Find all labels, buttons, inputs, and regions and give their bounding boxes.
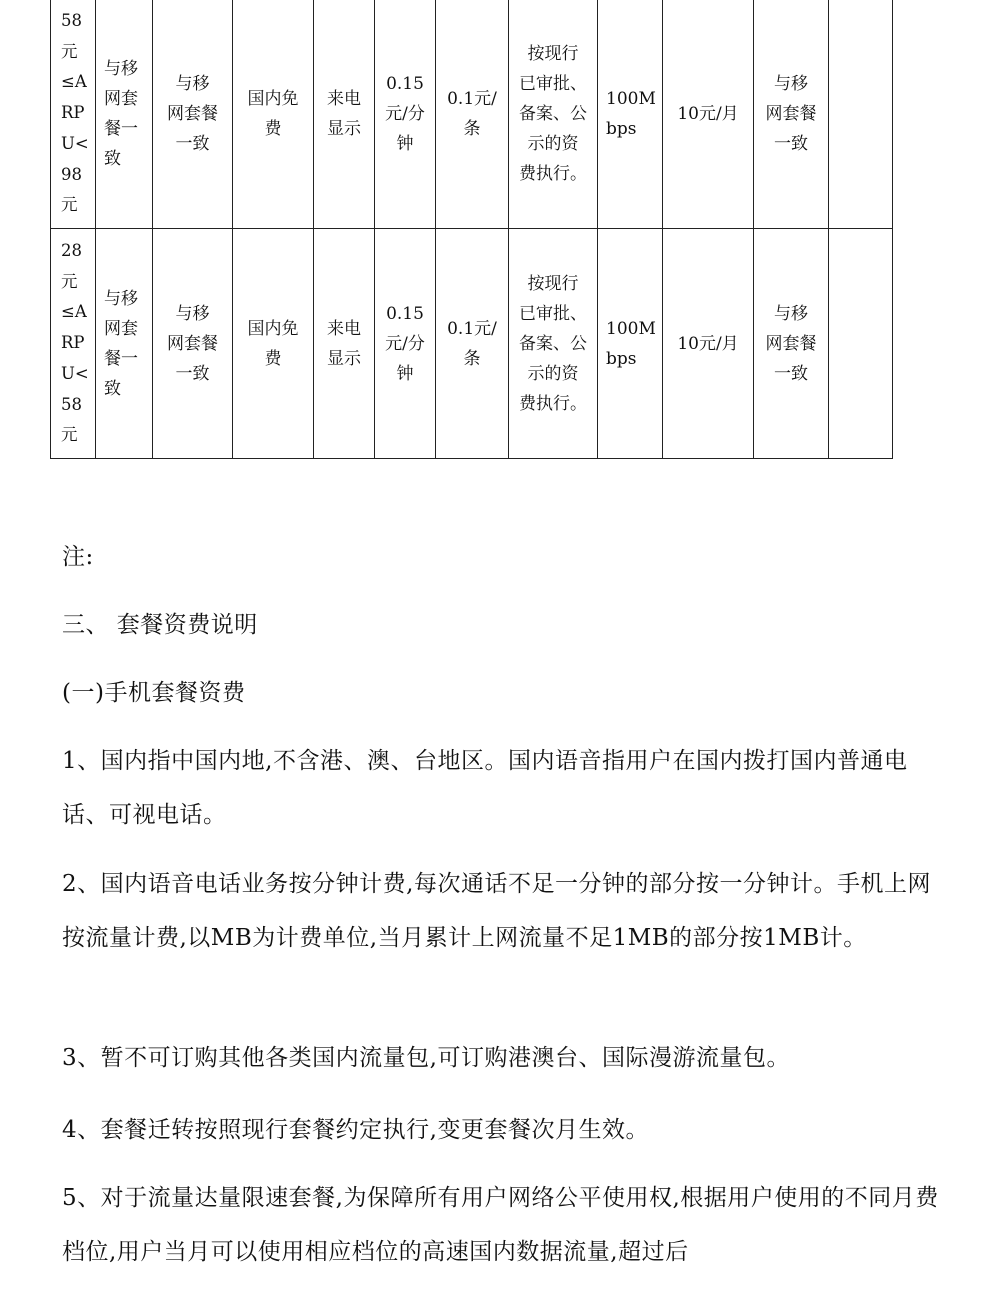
table-cell-arpu-range: 58 元 ≤A RP U< 98 元 bbox=[51, 0, 96, 229]
paragraph-2: 2、国内语音电话业务按分钟计费,每次通话不足一分钟的部分按一分钟计。手机上网按流量计费,以MB为计费单位,当月累计上网流量不足1MB的部分按1MB计。 bbox=[62, 871, 931, 951]
note-label: 注: bbox=[62, 544, 94, 570]
table-cell: 0.15 元/分 钟 bbox=[375, 229, 436, 459]
paragraph-5: 5、对于流量达量限速套餐,为保障所有用户网络公平使用权,根据用户使用的不同月费档位,用户当月可以使用相应档位的高速国内数据流量,超过后 bbox=[62, 1185, 939, 1265]
table-cell: 10元/月 bbox=[663, 0, 754, 229]
paragraph-3: 3、暂不可订购其他各类国内流量包,可订购港澳台、国际漫游流量包。 bbox=[62, 1045, 790, 1071]
subsection-heading: (一)手机套餐资费 bbox=[62, 680, 246, 706]
paragraph-1: 1、国内指中国内地,不含港、澳、台地区。国内语音指用户在国内拨打国内普通电话、可视电话。 bbox=[62, 748, 908, 828]
table-cell: 与移 网套餐 一致 bbox=[153, 0, 233, 229]
table-cell: 来电 显示 bbox=[314, 229, 375, 459]
table-cell: 与移 网套餐 一致 bbox=[754, 0, 829, 229]
table-cell: 按现行 已审批、 备案、公 示的资 费执行。 bbox=[509, 229, 598, 459]
table-cell: 按现行 已审批、 备案、公 示的资 费执行。 bbox=[509, 0, 598, 229]
table-cell: 100M bps bbox=[598, 229, 663, 459]
section-heading: 三、 套餐资费说明 bbox=[62, 612, 258, 638]
table-cell: 100M bps bbox=[598, 0, 663, 229]
table-cell: 0.15 元/分 钟 bbox=[375, 0, 436, 229]
table-cell: 来电 显示 bbox=[314, 0, 375, 229]
table-row bbox=[51, 0, 893, 229]
table-cell: 0.1元/ 条 bbox=[436, 0, 509, 229]
table-cell: 与移 网套 餐一 致 bbox=[96, 0, 153, 229]
table-cell: 与移 网套餐 一致 bbox=[754, 229, 829, 459]
table-cell bbox=[829, 229, 893, 459]
table-cell: 国内免 费 bbox=[233, 229, 314, 459]
table-cell: 10元/月 bbox=[663, 229, 754, 459]
paragraph-4: 4、套餐迁转按照现行套餐约定执行,变更套餐次月生效。 bbox=[62, 1117, 649, 1143]
table-cell bbox=[829, 0, 893, 229]
table-cell: 国内免 费 bbox=[233, 0, 314, 229]
tariff-table bbox=[50, 0, 893, 459]
table-row bbox=[51, 229, 893, 459]
table-cell: 与移 网套 餐一 致 bbox=[96, 229, 153, 459]
table-cell: 与移 网套餐 一致 bbox=[153, 229, 233, 459]
table-cell: 0.1元/ 条 bbox=[436, 229, 509, 459]
table-cell-arpu-range: 28 元 ≤A RP U< 58 元 bbox=[51, 229, 96, 459]
